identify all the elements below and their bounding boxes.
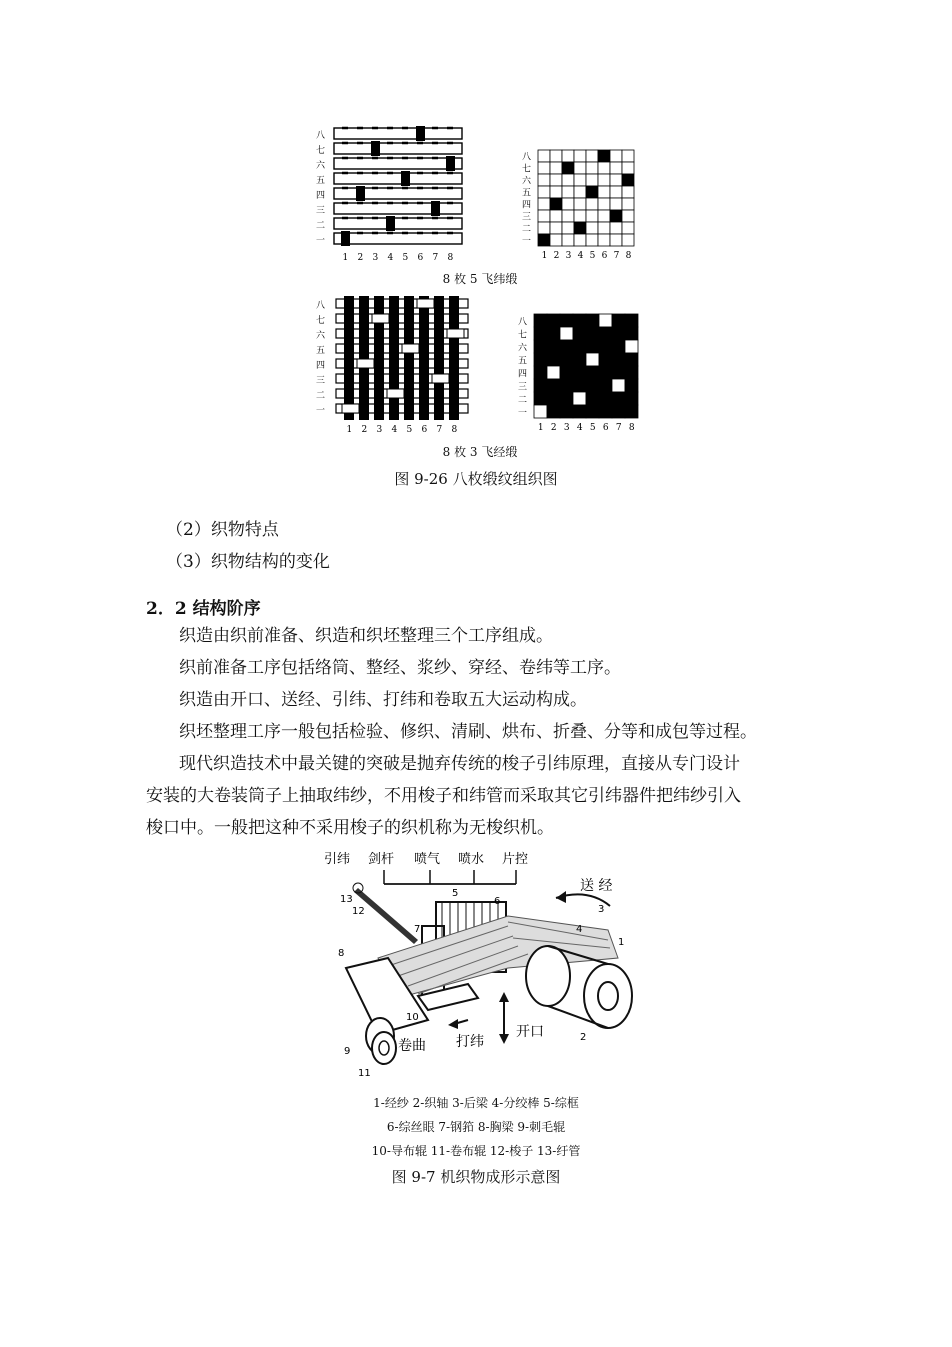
weave-cell [610, 210, 622, 222]
weave-cell [586, 405, 599, 418]
weave-cell [538, 174, 550, 186]
weave-cell [586, 366, 599, 379]
col-label: 6 [417, 253, 424, 263]
row-label: 三 [316, 376, 326, 386]
weave-cell [586, 379, 599, 392]
weave-cell [560, 314, 573, 327]
row-label: 八 [522, 152, 532, 163]
weave-cell [538, 150, 550, 162]
weave-cell [574, 234, 586, 246]
weave-cell [573, 366, 586, 379]
weave-cell [547, 366, 560, 379]
weave-cell [610, 198, 622, 210]
weave-cell [560, 340, 573, 353]
weave-cell [586, 392, 599, 405]
weave-cell [538, 234, 550, 246]
weave-cell [550, 210, 562, 222]
weave-cell [550, 162, 562, 174]
weave-cell [599, 405, 612, 418]
label-beat-up: 打纬 [456, 1034, 484, 1050]
weave-cell [574, 222, 586, 234]
weave-cell [538, 210, 550, 222]
weave-cell [547, 405, 560, 418]
row-label: 五 [316, 176, 326, 186]
weave-cell [610, 162, 622, 174]
weave-cell [610, 150, 622, 162]
part-number-13: 13 [340, 894, 353, 905]
label-take-up: 卷曲 [398, 1038, 426, 1054]
paragraph-3: 织造由开口、送经、引纬、打纬和卷取五大运动构成。 [179, 690, 587, 710]
warp-up-point [356, 186, 365, 201]
part-number-2: 2 [580, 1032, 587, 1043]
weave-cell [574, 198, 586, 210]
col-label: 8 [628, 423, 635, 433]
weave-cell [599, 366, 612, 379]
weave-cell [622, 210, 634, 222]
col-label: 8 [451, 425, 458, 435]
weft-satin-interlacing-diagram [312, 120, 482, 265]
weft-yarn [336, 299, 468, 308]
warp-satin-interlacing-diagram [312, 292, 482, 440]
row-label: 四 [518, 369, 528, 380]
figure-9-7-title: 图 9-7 机织物成形示意图 [391, 1168, 561, 1186]
weave-cell [562, 198, 574, 210]
weave-cell [562, 150, 574, 162]
part-number-1: 1 [618, 937, 625, 948]
weave-cell [625, 392, 638, 405]
warp-up-point [341, 231, 350, 246]
col-label: 6 [602, 423, 609, 433]
col-label: 7 [615, 423, 622, 433]
weave-cell [612, 366, 625, 379]
label-projectile: 片控 [502, 852, 529, 867]
weave-cell [573, 327, 586, 340]
weave-cell [550, 234, 562, 246]
weave-cell [573, 405, 586, 418]
label-rapier: 剑杆 [368, 852, 395, 867]
col-label: 8 [447, 253, 454, 263]
weave-cell [599, 314, 612, 327]
weave-cell [574, 210, 586, 222]
col-label: 7 [432, 253, 439, 263]
row-label: 四 [316, 191, 326, 201]
weave-cell [562, 162, 574, 174]
col-label: 2 [550, 423, 557, 433]
weave-cell [560, 327, 573, 340]
weave-cell [586, 174, 598, 186]
weave-cell [612, 392, 625, 405]
weave-cell [547, 353, 560, 366]
col-label: 6 [601, 251, 608, 260]
weave-cell [538, 186, 550, 198]
part-number-12: 12 [352, 906, 365, 917]
weave-cell [612, 405, 625, 418]
weave-cell [586, 327, 599, 340]
col-label: 4 [576, 423, 583, 433]
row-label: 二 [518, 395, 528, 406]
weave-cell [625, 327, 638, 340]
weave-cell [598, 186, 610, 198]
weave-cell [560, 405, 573, 418]
figure-9-26-title: 图 9-26 八枚缎纹组织图 [394, 470, 558, 488]
row-label: 五 [522, 188, 532, 199]
weave-cell [586, 150, 598, 162]
item-fabric-features: （2）织物特点 [166, 520, 279, 540]
weave-cell [586, 210, 598, 222]
weave-cell [547, 340, 560, 353]
weave-cell [534, 366, 547, 379]
part-number-6: 6 [494, 896, 501, 907]
weave-cell [622, 162, 634, 174]
row-label: 二 [522, 224, 532, 235]
weave-cell [622, 174, 634, 186]
weave-cell [622, 186, 634, 198]
weave-cell [612, 327, 625, 340]
warp-yarn [434, 296, 444, 420]
weave-cell [586, 340, 599, 353]
weave-cell [586, 222, 598, 234]
weave-cell [550, 174, 562, 186]
weft-yarn [334, 188, 462, 199]
weave-cell [598, 162, 610, 174]
warp-up-point [371, 141, 380, 156]
weft-float-point [432, 374, 449, 383]
weave-cell [599, 392, 612, 405]
weft-yarn [334, 218, 462, 229]
warp-satin-grid-diagram [516, 312, 646, 440]
row-label: 八 [316, 301, 326, 311]
col-label: 1 [537, 423, 544, 433]
weave-cell [538, 198, 550, 210]
row-label: 一 [518, 408, 528, 419]
col-label: 5 [406, 425, 413, 435]
weave-cell [612, 340, 625, 353]
part-number-3: 3 [598, 904, 605, 915]
legend-line-2: 6-综丝眼 7-钢筘 8-胸梁 9-刺毛辊 [386, 1120, 566, 1134]
row-label: 一 [522, 236, 532, 247]
warp-yarn [359, 296, 369, 420]
row-label: 六 [518, 343, 528, 354]
weave-cell [534, 314, 547, 327]
weave-cell [625, 405, 638, 418]
warp-up-point [446, 156, 455, 171]
weave-cell [612, 314, 625, 327]
weft-yarn [334, 158, 462, 169]
legend-line-3: 10-导布辊 11-卷布辊 12-梭子 13-纡管 [371, 1144, 581, 1158]
row-label: 六 [316, 161, 326, 171]
weft-float-point [372, 314, 389, 323]
col-label: 4 [387, 253, 394, 263]
row-label: 六 [316, 331, 326, 341]
label-water-jet: 喷水 [458, 852, 485, 867]
warp-up-point [386, 216, 395, 231]
warp-satin-caption: 8 枚 3 飞经缎 [442, 445, 518, 459]
weft-yarn [334, 233, 462, 244]
col-label: 1 [541, 251, 548, 260]
row-label: 三 [316, 206, 326, 216]
weave-cell [573, 379, 586, 392]
weave-cell [598, 174, 610, 186]
weave-cell [534, 392, 547, 405]
col-label: 5 [589, 423, 596, 433]
weave-cell [612, 353, 625, 366]
weave-cell [598, 210, 610, 222]
weave-cell [534, 327, 547, 340]
weft-yarn [336, 314, 468, 323]
row-label: 五 [518, 356, 528, 367]
section-heading: 2．2 结构阶序 [146, 599, 261, 619]
label-weft-insertion: 引纬 [324, 852, 351, 867]
weave-cell [599, 340, 612, 353]
weave-cell [560, 366, 573, 379]
col-label: 3 [376, 425, 383, 435]
col-label: 1 [342, 253, 349, 263]
col-label: 5 [589, 251, 596, 260]
weave-cell [586, 198, 598, 210]
weft-float-point [447, 329, 464, 338]
row-label: 一 [316, 406, 326, 416]
weave-cell [586, 162, 598, 174]
weave-cell [610, 222, 622, 234]
col-label: 7 [436, 425, 443, 435]
weave-cell [562, 174, 574, 186]
part-number-7: 7 [414, 924, 421, 935]
weave-cell [625, 353, 638, 366]
weave-cell [562, 234, 574, 246]
weft-float-point [387, 389, 404, 398]
col-label: 7 [613, 251, 620, 260]
weave-cell [573, 314, 586, 327]
col-label: 2 [361, 425, 368, 435]
row-label: 六 [522, 176, 532, 187]
weave-cell [562, 222, 574, 234]
weave-cell [547, 327, 560, 340]
weft-float-point [402, 344, 419, 353]
weave-cell [550, 186, 562, 198]
weave-cell [598, 234, 610, 246]
weave-cell [625, 379, 638, 392]
weave-cell [574, 186, 586, 198]
warp-up-point [401, 171, 410, 186]
row-label: 七 [316, 146, 326, 156]
paragraph-4: 织坯整理工序一般包括检验、修织、清刷、烘布、折叠、分等和成包等过程。 [179, 722, 757, 742]
col-label: 3 [565, 251, 572, 260]
weft-satin-caption: 8 枚 5 飞纬缎 [442, 272, 518, 286]
warp-up-point [416, 126, 425, 141]
weave-cell [550, 198, 562, 210]
weave-cell [610, 174, 622, 186]
weave-cell [534, 379, 547, 392]
weave-cell [625, 340, 638, 353]
part-number-9: 9 [344, 1046, 351, 1057]
warp-yarn [449, 296, 459, 420]
col-label: 4 [577, 251, 584, 260]
row-label: 一 [316, 236, 326, 246]
paragraph-1: 织造由织前准备、织造和织坯整理三个工序组成。 [179, 626, 553, 646]
weave-cell [610, 186, 622, 198]
label-let-off: 送 经 [580, 878, 613, 894]
weft-satin-grid-diagram [520, 148, 645, 260]
label-shedding: 开口 [516, 1024, 544, 1040]
weave-cell [562, 210, 574, 222]
weave-cell [550, 222, 562, 234]
warp-yarn [344, 296, 354, 420]
weft-yarn [334, 173, 462, 184]
weft-yarn [334, 203, 462, 214]
weft-float-point [417, 299, 434, 308]
weave-cell [550, 150, 562, 162]
weave-cell [573, 392, 586, 405]
part-number-4: 4 [576, 924, 583, 935]
weave-cell [598, 198, 610, 210]
weft-insertion-types [324, 851, 528, 867]
row-label: 三 [518, 382, 528, 393]
row-label: 四 [316, 361, 326, 371]
weave-cell [573, 353, 586, 366]
weave-cell [622, 150, 634, 162]
col-label: 6 [421, 425, 428, 435]
weave-cell [610, 234, 622, 246]
weave-cell [612, 379, 625, 392]
weft-float-point [342, 404, 359, 413]
weave-cell [534, 405, 547, 418]
paragraph-5-line-2: 安装的大卷装筒子上抽取纬纱，不用梭子和纬管而采取其它引纬器件把纬纱引入 [146, 786, 741, 806]
weave-cell [534, 340, 547, 353]
part-number-5: 5 [452, 888, 459, 899]
row-label: 七 [316, 316, 326, 326]
weave-cell [574, 150, 586, 162]
weft-yarn [336, 359, 468, 368]
weave-cell [562, 186, 574, 198]
col-label: 3 [563, 423, 570, 433]
weave-cell [598, 222, 610, 234]
weave-cell [534, 353, 547, 366]
paragraph-5-line-1: 现代织造技术中最关键的突破是抛弃传统的梭子引纬原理，直接从专门设计 [179, 754, 740, 774]
row-label: 五 [316, 346, 326, 356]
weave-cell [560, 353, 573, 366]
weave-cell [622, 234, 634, 246]
loom-schematic [318, 848, 636, 1083]
weave-cell [547, 392, 560, 405]
item-structure-variation: （3）织物结构的变化 [166, 552, 330, 572]
weft-yarn [334, 128, 462, 139]
weave-cell [625, 366, 638, 379]
weft-float-point [357, 359, 374, 368]
weave-cell [547, 379, 560, 392]
weave-cell [599, 327, 612, 340]
label-air-jet: 喷气 [414, 852, 441, 867]
weave-cell [547, 314, 560, 327]
warp-up-point [431, 201, 440, 216]
part-number-11: 11 [358, 1068, 371, 1079]
weave-cell [586, 314, 599, 327]
col-label: 5 [402, 253, 409, 263]
row-label: 七 [522, 164, 532, 175]
col-label: 8 [625, 251, 632, 260]
weave-cell [538, 222, 550, 234]
col-label: 2 [553, 251, 560, 260]
weave-cell [598, 150, 610, 162]
weave-cell [622, 198, 634, 210]
part-number-8: 8 [338, 948, 345, 959]
warp-yarn [419, 296, 429, 420]
col-label: 2 [357, 253, 364, 263]
warp-yarn [404, 296, 414, 420]
weft-yarn [334, 143, 462, 154]
paragraph-5-line-3: 梭口中。一般把这种不采用梭子的织机称为无梭织机。 [146, 818, 554, 838]
col-label: 3 [372, 253, 379, 263]
weave-cell [599, 379, 612, 392]
row-label: 三 [522, 212, 532, 223]
row-label: 八 [518, 317, 528, 328]
part-number-10: 10 [406, 1012, 419, 1023]
paragraph-2: 织前准备工序包括络筒、整经、浆纱、穿经、卷纬等工序。 [179, 658, 621, 678]
weave-cell [586, 353, 599, 366]
warp-yarn [389, 296, 399, 420]
legend-line-1: 1-经纱 2-织轴 3-后梁 4-分绞棒 5-综框 [373, 1096, 579, 1110]
weave-cell [586, 186, 598, 198]
weave-cell [573, 340, 586, 353]
col-label: 4 [391, 425, 398, 435]
row-label: 四 [522, 200, 532, 211]
row-label: 七 [518, 330, 528, 341]
weave-cell [586, 234, 598, 246]
col-label: 1 [346, 425, 353, 435]
weave-cell [560, 392, 573, 405]
weave-cell [574, 162, 586, 174]
row-label: 二 [316, 391, 326, 401]
row-label: 二 [316, 221, 326, 231]
weave-cell [599, 353, 612, 366]
weave-cell [625, 314, 638, 327]
weave-cell [574, 174, 586, 186]
row-label: 八 [316, 131, 326, 141]
weave-cell [538, 162, 550, 174]
weave-cell [560, 379, 573, 392]
weave-cell [622, 222, 634, 234]
